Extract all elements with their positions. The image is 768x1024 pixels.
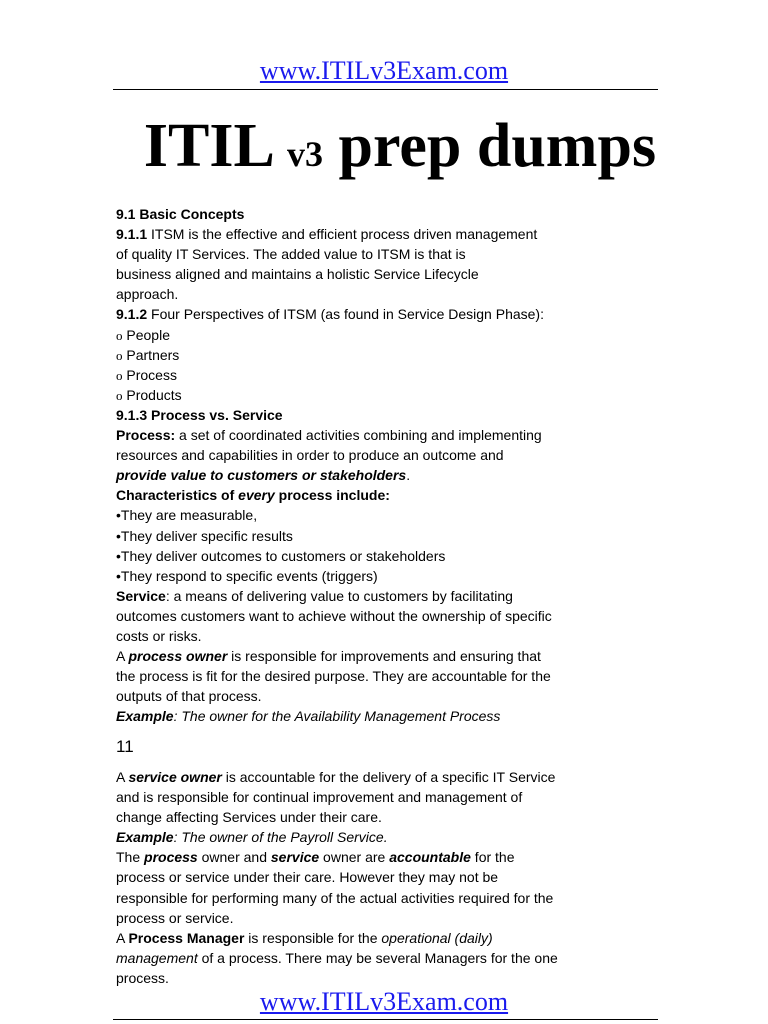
process-owner-line-1: A process owner is responsible for improvements and ensuring that [116,648,541,665]
process-owner-line-2: the process is fit for the desired purpose. They are accountable for the [116,668,551,685]
accountable-line-4: process or service. [116,909,234,926]
accountable-line-1: The process owner and service owner are accountable for the [116,849,515,866]
page-title [0,106,768,194]
process-def-line-2: resources and capabilities in order to produce an outcome and [116,447,504,464]
bullet-glyph: o [116,387,123,403]
list-item: o People [116,326,170,343]
para-9-1-1-line-4: approach. [116,286,179,303]
accountable-line-2: process or service under their care. However they may not be [116,869,499,886]
header-site-link[interactable]: www.ITILv3Exam.com [259,56,509,85]
list-item: •They deliver outcomes to customers or stakeholders [116,547,446,564]
para-9-1-1-line-1: 9.1.1 ITSM is the effective and efficient process driven management [116,226,538,243]
list-item: o Products [116,386,182,403]
example-line: Example: The owner for the Availability Management Process [116,708,501,725]
para-9-1-1-line-2: of quality IT Services. The added value to ITSM is that is [116,246,466,263]
list-item: •They are measurable, [116,507,258,524]
content-block-bottom [116,767,576,988]
footer-divider [113,1019,658,1020]
service-def-line-3: costs or risks. [116,627,202,644]
subsection-heading: 9.1.3 Process vs. Service [116,406,283,423]
process-manager-line-2: management of a process. There may be several Managers for the one [116,949,558,966]
bullet-glyph: o [116,347,123,363]
service-def-line-1: Service: a means of delivering value to customers by facilitating [116,587,513,604]
service-owner-line-1: A service owner is accountable for the delivery of a specific IT Service [116,769,556,785]
header-divider [113,89,658,90]
section-heading: 9.1 Basic Concepts [116,206,245,222]
process-def-line-3: provide value to customers or stakeholders. [116,467,411,484]
service-def-line-2: outcomes customers want to achieve without the ownership of specific [116,607,552,624]
content-block-top [116,204,576,726]
bullet-glyph: o [116,367,123,383]
process-manager-line-3: process. [116,969,169,986]
para-9-1-2: 9.1.2 Four Perspectives of ITSM (as found in Service Design Phase): [116,306,544,323]
page-number: 11 [116,737,134,756]
title-version: v3 [286,134,323,174]
service-owner-line-2: and is responsible for continual improvement and management of [116,789,523,806]
bullet-glyph: o [116,327,123,343]
process-def-line-1: Process: a set of coordinated activities combining and implementing [116,427,542,444]
list-item: o Process [116,366,177,383]
footer-site-link[interactable]: www.ITILv3Exam.com [259,987,509,1016]
title-rest: prep dumps [338,112,657,180]
list-item: o Partners [116,346,180,363]
example-line: Example: The owner of the Payroll Service. [116,829,388,846]
process-manager-line-1: A Process Manager is responsible for the operational (daily) [116,929,493,946]
list-item: •They deliver specific results [116,527,293,544]
title-main: ITIL [143,112,272,180]
process-owner-line-3: outputs of that process. [116,688,262,705]
service-owner-line-3: change affecting Services under their care. [116,809,382,826]
para-9-1-1-line-3: business aligned and maintains a holistic Service Lifecycle [116,266,479,283]
accountable-line-3: responsible for performing many of the actual activities required for the [116,889,554,906]
list-item: •They respond to specific events (triggers) [116,567,378,584]
characteristics-heading: Characteristics of every process include: [116,487,390,504]
